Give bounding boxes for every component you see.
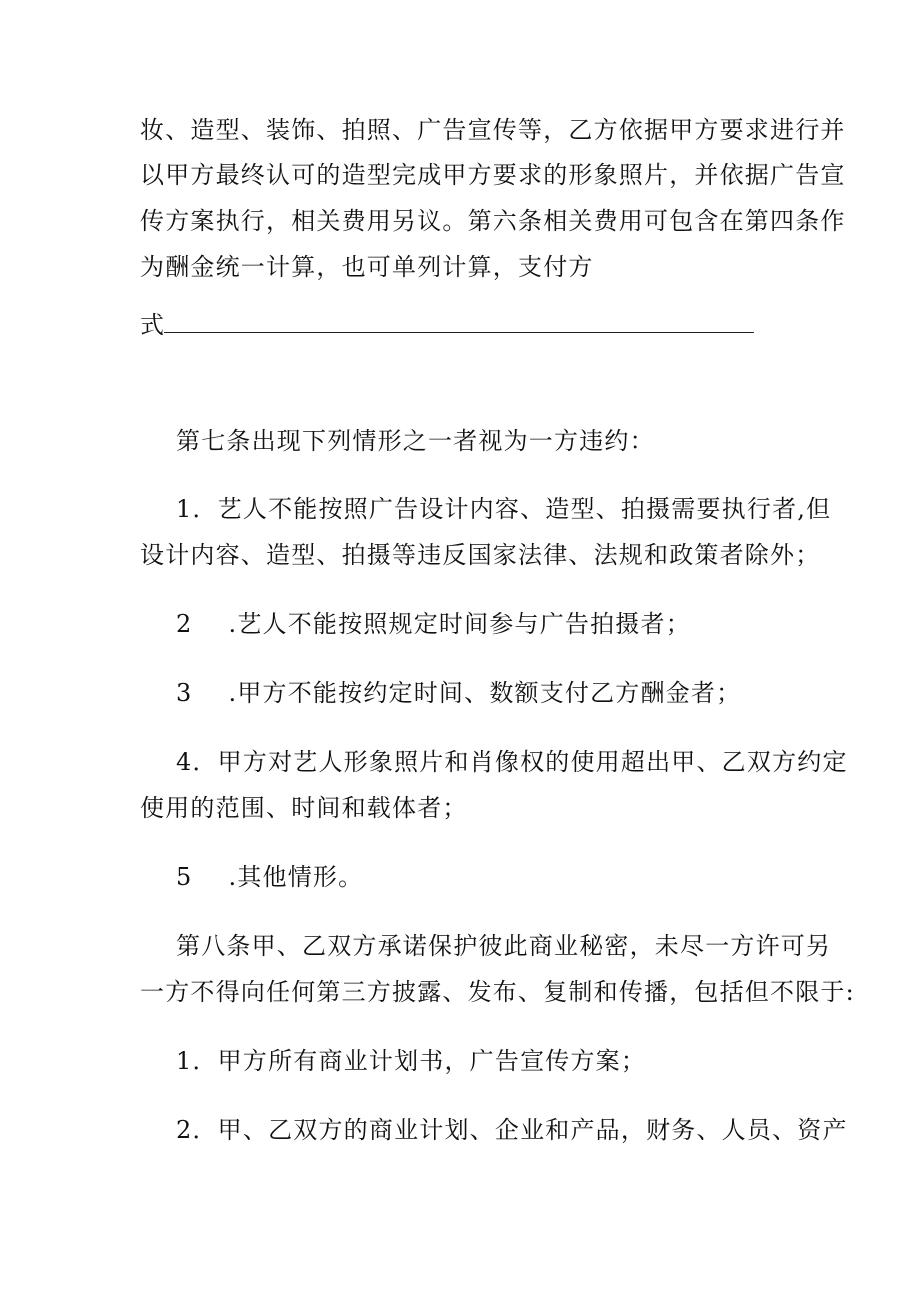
article-7-item-5-number: 5: [176, 863, 193, 891]
intro-line-5: 式: [140, 311, 166, 339]
article-7-item-3-number: 3: [176, 679, 193, 707]
article-7-item-4-line-2: 使用的范围、时间和载体者；: [140, 794, 468, 822]
intro-line-2: 以甲方最终认可的造型完成甲方要求的形象照片，并依据广告宣: [140, 161, 846, 189]
article-7-item-2: [176, 609, 691, 639]
intro-line-3: 传方案执行，相关费用另议。第六条相关费用可包含在第四条作: [140, 207, 846, 235]
article-7-item-5-text: .其他情形。: [228, 863, 364, 891]
article-7-item-2-number: 2: [176, 610, 193, 638]
article-7-item-3: [176, 678, 741, 708]
article-7-item-1-line-1: 1．艺人不能按照广告设计内容、造型、拍摄需要执行者,但: [176, 495, 832, 523]
article-7-item-4-line-1: 4．甲方对艺人形象照片和肖像权的使用超出甲、乙双方约定: [176, 748, 848, 776]
intro-line-1: 妆、造型、装饰、拍照、广告宣传等，乙方依据甲方要求进行并: [140, 116, 846, 144]
article-7-item-5: [176, 862, 363, 892]
article-8-line-1: 第八条甲、乙双方承诺保护彼此商业秘密，未尽一方许可另: [176, 932, 832, 960]
intro-line-4: 为酬金统一计算，也可单列计算，支付方: [140, 253, 594, 281]
article-8-item-1: 1．甲方所有商业计划书，广告宣传方案；: [176, 1047, 647, 1075]
article-7-item-2-text: .艺人不能按照规定时间参与广告拍摄者；: [228, 610, 691, 638]
article-7-item-3-text: .甲方不能按约定时间、数额支付乙方酬金者；: [228, 679, 742, 707]
payment-method-blank-line: [164, 332, 754, 333]
article-7-heading: 第七条出现下列情形之一者视为一方违约：: [176, 427, 655, 455]
article-8-item-2: 2．甲、乙双方的商业计划、企业和产品，财务、人员、资产: [176, 1116, 848, 1144]
article-7-item-1-line-2: 设计内容、造型、拍摄等违反国家法律、法规和政策者除外；: [140, 541, 821, 569]
article-8-line-2: 一方不得向任何第三方披露、发布、复制和传播，包括但不限于:: [140, 978, 855, 1006]
